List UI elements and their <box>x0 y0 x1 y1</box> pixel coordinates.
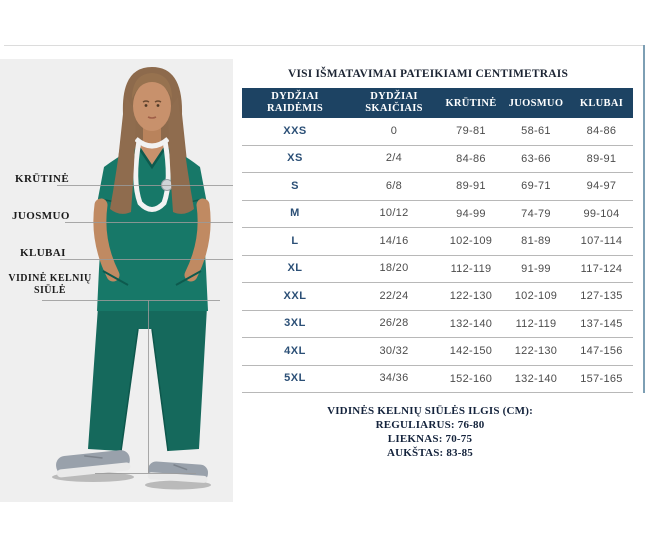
table-row <box>242 366 633 394</box>
size-cell: S <box>291 179 299 192</box>
hips-cell: 84-86 <box>586 125 617 138</box>
page-title: VISI IŠMATAVIMAI PATEIKIAMI CENTIMETRAIS <box>287 68 569 80</box>
chest-cell: 112-119 <box>450 262 492 275</box>
inseam-note-petite: LIEKNAS: 70-75 <box>387 433 473 445</box>
header-sizes-letters: DYDŽIAI RAIDĖMIS <box>266 90 324 114</box>
waist-cell: 91-99 <box>521 262 551 275</box>
numeric-size-cell: 18/20 <box>379 262 409 275</box>
table-header <box>242 88 633 118</box>
hips-cell: 89-91 <box>586 152 617 165</box>
header-hips: KLUBAI <box>579 97 624 109</box>
waist-cell: 63-66 <box>521 152 551 165</box>
hips-measure-line <box>60 259 233 260</box>
numeric-size-cell: 14/16 <box>379 234 409 247</box>
table-row <box>242 256 633 284</box>
header-waist: JUOSMUO <box>508 97 564 109</box>
chest-label: KRŪTINĖ <box>15 173 70 185</box>
waist-label: JUOSMUO <box>12 210 70 222</box>
waist-cell: 122-130 <box>514 345 558 358</box>
table-row <box>242 146 633 174</box>
chest-cell: 89-91 <box>456 180 486 193</box>
numeric-size-cell: 22/24 <box>379 289 409 302</box>
waist-cell: 74-79 <box>521 207 551 220</box>
chest-cell: 79-81 <box>456 125 486 138</box>
size-cell: XS <box>287 152 303 165</box>
hips-cell: 147-156 <box>580 345 623 358</box>
hips-cell: 117-124 <box>580 262 623 275</box>
inseam-bottom-line <box>95 473 196 474</box>
table-row <box>242 201 633 229</box>
hips-label: KLUBAI <box>20 247 66 259</box>
chest-cell: 132-140 <box>449 317 493 330</box>
size-cell: L <box>291 234 299 247</box>
header-sizes-numbers: DYDŽIAI SKAIČIAIS <box>365 90 423 114</box>
hips-cell: 157-165 <box>580 372 623 385</box>
chest-cell: 122-130 <box>449 290 493 303</box>
chest-cell: 84-86 <box>456 152 486 165</box>
table-row <box>242 338 633 366</box>
header-chest: KRŪTINĖ <box>445 97 497 109</box>
table-row <box>242 173 633 201</box>
size-cell: XXS <box>283 124 307 137</box>
numeric-size-cell: 26/28 <box>379 317 409 330</box>
hips-cell: 107-114 <box>580 235 623 248</box>
chest-cell: 142-150 <box>449 345 493 358</box>
waist-cell: 102-109 <box>514 290 558 303</box>
inseam-note-regular: REGULIARUS: 76-80 <box>375 419 485 431</box>
numeric-size-cell: 6/8 <box>385 179 403 192</box>
waist-cell: 132-140 <box>514 372 558 385</box>
size-cell: 5XL <box>284 372 306 385</box>
numeric-size-cell: 10/12 <box>379 207 409 220</box>
hips-cell: 127-135 <box>580 290 623 303</box>
size-cell: 3XL <box>284 317 306 330</box>
table-row <box>242 228 633 256</box>
hips-cell: 137-145 <box>580 317 623 330</box>
size-cell: XXL <box>283 289 307 302</box>
numeric-size-cell: 0 <box>390 124 398 137</box>
table-row <box>242 283 633 311</box>
hips-cell: 99-104 <box>583 207 620 220</box>
table-row <box>242 118 633 146</box>
waist-cell: 58-61 <box>521 125 551 138</box>
inseam-note-tall: AUKŠTAS: 83-85 <box>386 447 474 459</box>
chest-cell: 102-109 <box>449 235 493 248</box>
top-divider-line <box>4 45 645 46</box>
numeric-size-cell: 2/4 <box>385 152 403 165</box>
numeric-size-cell: 34/36 <box>379 372 409 385</box>
numeric-size-cell: 30/32 <box>379 344 409 357</box>
hips-cell: 94-97 <box>586 180 617 193</box>
inseam-vertical-line <box>148 300 149 473</box>
size-table <box>242 118 633 393</box>
waist-measure-line <box>65 222 233 223</box>
inseam-note-title: VIDINĖS KELNIŲ SIŪLĖS ILGIS (CM): <box>327 405 533 417</box>
chest-cell: 94-99 <box>456 207 486 220</box>
size-cell: M <box>290 207 300 220</box>
chest-measure-line <box>57 185 233 186</box>
waist-cell: 112-119 <box>515 317 557 330</box>
size-cell: 4XL <box>284 344 306 357</box>
inseam-label: VIDINĖ KELNIŲ SIŪLĖ <box>8 273 92 296</box>
chest-cell: 152-160 <box>449 372 493 385</box>
inseam-note <box>250 404 610 460</box>
waist-cell: 69-71 <box>521 180 551 193</box>
size-cell: XL <box>287 262 303 275</box>
inseam-top-line <box>42 300 220 301</box>
table-row <box>242 311 633 339</box>
waist-cell: 81-89 <box>521 235 551 248</box>
right-accent-line <box>643 45 645 393</box>
